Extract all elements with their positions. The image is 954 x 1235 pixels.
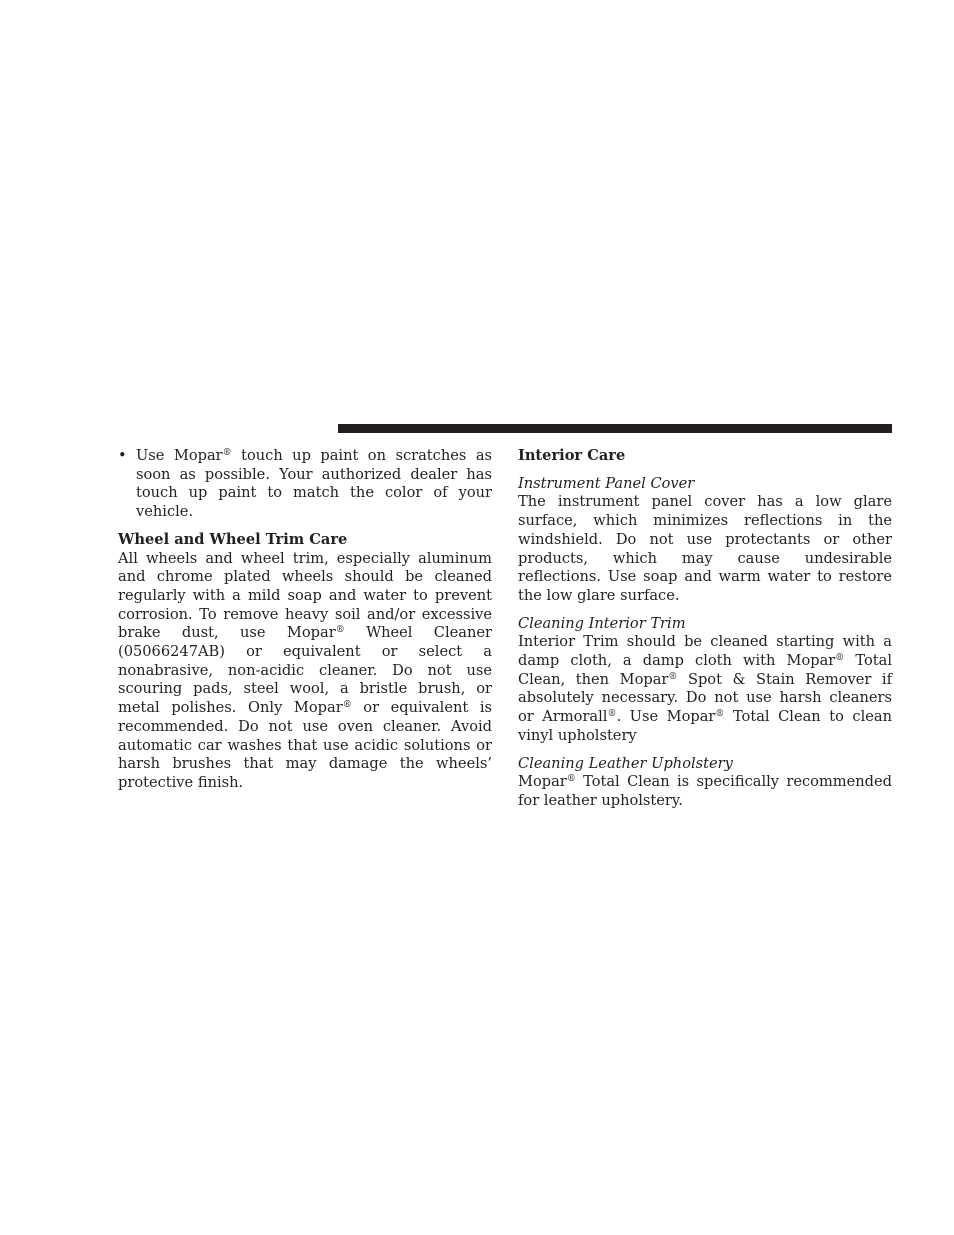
- leather-upholstery-paragraph: Mopar® Total Clean is specifically recommended for leather upholstery.: [518, 773, 892, 809]
- interior-care-heading: Interior Care: [518, 447, 626, 464]
- registered-mark: ®: [715, 709, 725, 720]
- bullet-icon: •: [118, 447, 127, 464]
- right-column: [518, 447, 892, 811]
- leather-upholstery-subheading: Cleaning Leather Upholstery: [518, 754, 733, 772]
- interior-trim-paragraph: Interior Trim should be cleaned starting with a damp cloth, a damp cloth with Mopar® Total Clean, then Mopar® Spot & Stain Remover if absolutely necessary. Do not use harsh cleaners or Armorall®. Use Mopar® Total Clean to clean vinyl upholstery: [518, 633, 892, 744]
- bullet-text: Use Mopar® touch up paint on scratches as soon as possible. Your authorized dealer has touch up paint to match the color of your vehicle.: [136, 447, 493, 521]
- registered-mark: ®: [342, 700, 352, 711]
- instrument-panel-paragraph: The instrument panel cover has a low glare surface, which minimizes reflections in the windshield. Do not use protectants or other products, which may cause undesirable reflections. Use soap and warm water to restore the low glare surface.: [518, 493, 892, 604]
- interior-trim-subheading: Cleaning Interior Trim: [518, 614, 686, 632]
- section-header-rule: [338, 424, 892, 433]
- registered-mark: ®: [835, 653, 845, 664]
- wheel-care-paragraph: All wheels and wheel trim, especially aluminum and chrome plated wheels should be cleaned regularly with a mild soap and water to prevent corrosion. To remove heavy soil and/or excessive brake dust, use Mopar® Wheel Cleaner (05066247AB) or equivalent or select a nonabrasive, non-acidic cleaner. Do not use scouring pads, steel wool, a bristle brush, or metal polishes. Only Mopar® or equivalent is recommended. Do not use oven cleaner. Avoid automatic car washes that use acidic solutions or harsh brushes that may damage the wheels’ protective finish.: [118, 549, 492, 791]
- left-column: [118, 447, 492, 793]
- registered-mark: ®: [566, 774, 576, 785]
- registered-mark: ®: [335, 625, 345, 636]
- instrument-panel-subheading: Instrument Panel Cover: [518, 474, 695, 492]
- bullet-item-touch-up-paint: [118, 447, 492, 522]
- registered-mark: ®: [668, 671, 678, 682]
- registered-mark: ®: [607, 709, 617, 720]
- registered-mark: ®: [222, 448, 232, 458]
- wheel-care-heading: Wheel and Wheel Trim Care: [118, 530, 348, 548]
